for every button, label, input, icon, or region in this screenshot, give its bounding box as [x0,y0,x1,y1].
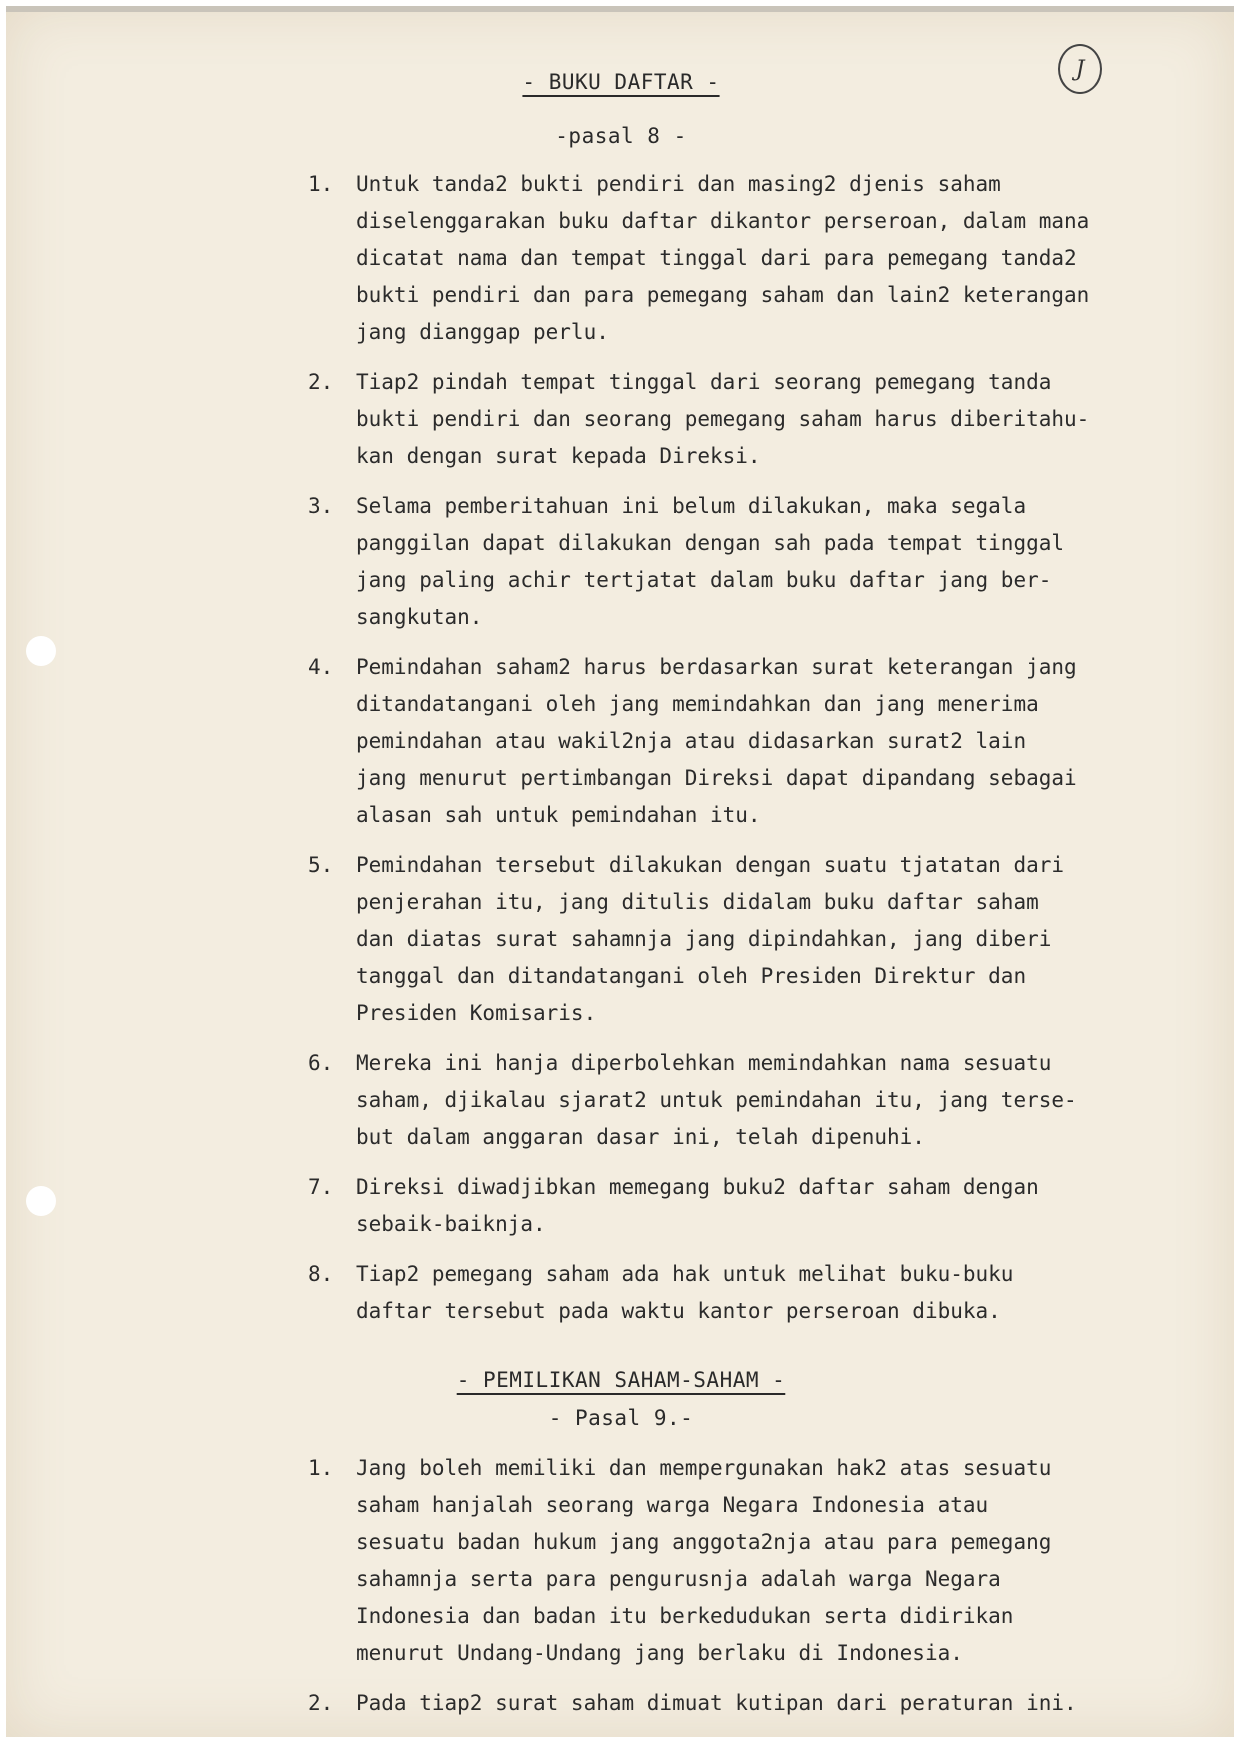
list-item [300,1169,1220,1243]
item-text: Tiap2 pemegang saham ada hak untuk melihat buku-buku daftar tersebut pada waktu kantor perseroan dibuka. [356,1262,1014,1323]
item-text: Pada tiap2 surat saham dimuat kutipan dari peraturan ini. [356,1691,1077,1715]
item-text: Untuk tanda2 bukti pendiri dan masing2 djenis saham diselenggarakan buku daftar dikantor perseroan, dalam mana dicatat nama dan tempat tinggal dari para pemegang tanda2 bukti pendiri dan para pemegang saham dan lain2 keterangan jang dianggap perlu. [356,172,1090,344]
list-item [300,1045,1220,1156]
item-text: Pemindahan tersebut dilakukan dengan suatu tjatatan dari penjerahan itu, jang ditulis didalam buku daftar saham dan diatas surat sahamnja jang dipindahkan, jang diberi tanggal dan ditandatangani oleh Presiden Direktur dan Presiden Komisaris. [356,853,1065,1025]
item-text: Mereka ini hanja diperbolehkan memindahkan nama sesuatu saham, djikalau sjarat2 untuk pemindahan itu, jang terse- but dalam anggaran dasar ini, telah dipenuhi. [356,1051,1077,1149]
item-text: Pemindahan saham2 harus berdasarkan surat keterangan jang ditandatangani oleh jang memindahkan dan jang menerima pemindahan atau wakil2nja atau didasarkan surat2 lain jang menurut pertimbangan Direksi dapat dipandang sebagai alasan sah untuk pemindahan itu. [356,655,1077,827]
list-item [300,166,1220,351]
item-number: 1. [308,172,334,196]
item-number: 6. [308,1051,334,1075]
list-item [300,364,1220,475]
punch-hole [26,636,56,666]
page-number-mark: J [1058,44,1102,94]
punch-hole [26,1186,56,1216]
item-number: 4. [308,655,334,679]
item-text: Selama pemberitahuan ini belum dilakukan, maka segala panggilan dapat dilakukan dengan sah pada tempat tinggal jang paling achir tertjatat dalam buku daftar jang ber- sangkutan. [356,494,1065,629]
section-title-pemilikan-saham: - PEMILIKAN SAHAM-SAHAM - [456,1368,786,1392]
article-heading-pasal-8: -pasal 8 - [555,124,687,148]
list-item [300,1685,1220,1722]
article-8-items [300,166,1220,1343]
article-heading-pasal-9: - Pasal 9.- [548,1406,694,1430]
item-number: 3. [308,494,334,518]
list-item [300,1256,1220,1330]
item-number: 8. [308,1262,334,1286]
list-item [300,488,1220,636]
section-title-buku-daftar: - BUKU DAFTAR - [522,70,720,94]
item-number: 2. [308,370,334,394]
item-text: Jang boleh memiliki dan mempergunakan hak2 atas sesuatu saham hanjalah seorang warga Negara Indonesia atau sesuatu badan hukum jang anggota2nja atau para pemegang sahamnja serta para pengurusnja adalah warga Negara Indonesia dan badan itu berkedudukan serta didirikan menurut Undang-Undang jang berlaku di Indonesia. [356,1456,1052,1665]
item-number: 7. [308,1175,334,1199]
list-item [300,1450,1220,1672]
item-number: 5. [308,853,334,877]
item-text: Tiap2 pindah tempat tinggal dari seorang pemegang tanda bukti pendiri dan seorang pemegang saham harus diberitahu- kan dengan surat kepada Direksi. [356,370,1090,468]
item-number: 2. [308,1691,334,1715]
article-9-items [300,1450,1220,1735]
list-item [300,847,1220,1032]
item-text: Direksi diwadjibkan memegang buku2 daftar saham dengan sebaik-baiknja. [356,1175,1039,1236]
item-number: 1. [308,1456,334,1480]
list-item [300,649,1220,834]
